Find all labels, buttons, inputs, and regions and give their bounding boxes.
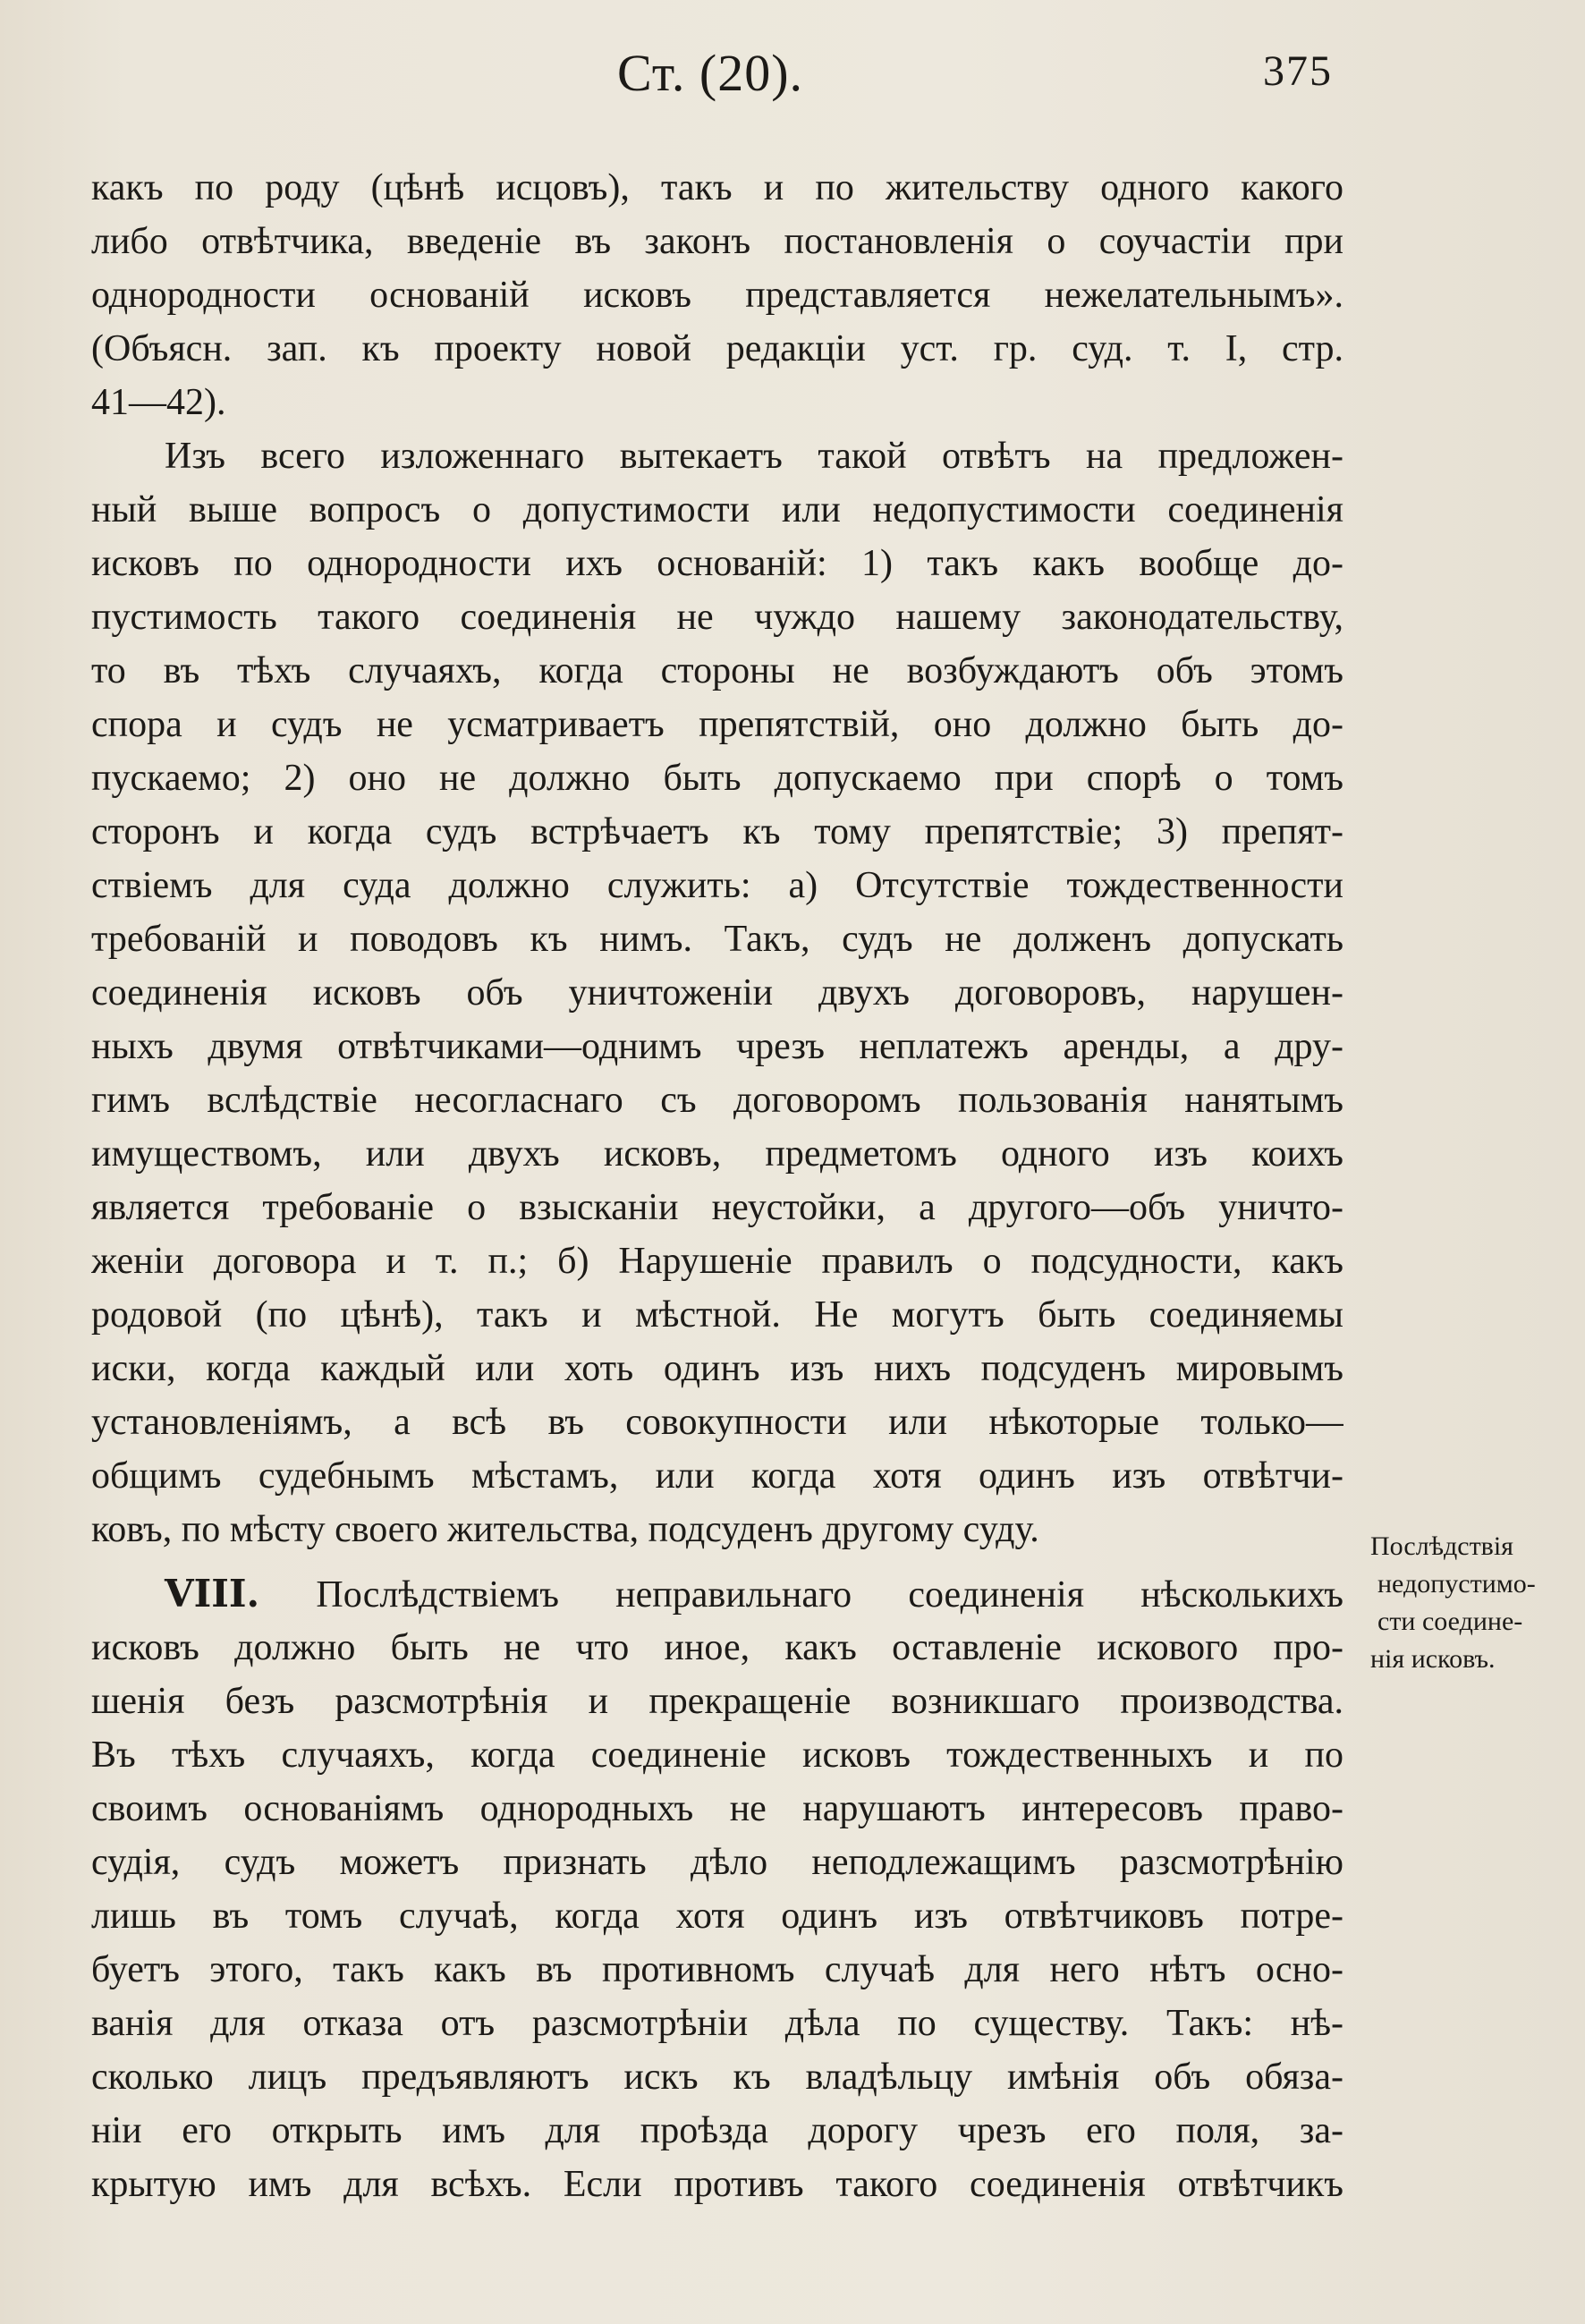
text-line: общимъ судебнымъ мѣстамъ, или когда хотя одинъ изъ отвѣтчи- <box>91 1455 1343 1497</box>
text-line: соединенія исковъ объ уничтоженіи двухъ договоровъ, нарушен- <box>91 972 1343 1014</box>
section-number: VIII. <box>165 1572 260 1616</box>
text-line: ныхъ двумя отвѣтчиками—однимъ чрезъ неплатежъ аренды, а дру- <box>91 1026 1343 1067</box>
text-line-with-section <box>91 1567 1343 1621</box>
text-line: сколько лицъ предъявляютъ искъ къ владѣльцу имѣнія объ обяза- <box>91 2057 1343 2098</box>
text-line: родовой (по цѣнѣ), такъ и мѣстной. Не могутъ быть соединяемы <box>91 1294 1343 1336</box>
text-line: ковъ, по мѣсту своего жительства, подсуденъ другому суду. <box>91 1509 1039 1550</box>
margin-note <box>1370 1528 1567 1678</box>
text-line: ный выше вопросъ о допустимости или недопустимости соединенія <box>91 489 1343 530</box>
text-line: гимъ вслѣдствіе несогласнаго съ договоромъ пользованія нанятымъ <box>91 1080 1343 1121</box>
text-line: (Объясн. зап. къ проекту новой редакціи уст. гр. суд. т. I, стр. <box>91 328 1343 369</box>
text-line: сторонъ и когда судъ встрѣчаетъ къ тому препятствіе; 3) препят- <box>91 811 1343 852</box>
text-line: требованій и поводовъ къ нимъ. Такъ, судъ не долженъ допускать <box>91 919 1343 960</box>
page-header <box>0 43 1585 115</box>
text-line: имуществомъ, или двухъ исковъ, предметомъ одного изъ коихъ <box>91 1133 1343 1175</box>
page-number: 375 <box>1263 47 1333 95</box>
margin-note-line: Послѣдствія <box>1370 1531 1513 1561</box>
text-line: установленіямъ, а всѣ въ совокупности или нѣкоторые только— <box>91 1402 1343 1443</box>
text-line: крытую имъ для всѣхъ. Если противъ такого соединенія отвѣтчикъ <box>91 2164 1343 2205</box>
text-line: иски, когда каждый или хоть одинъ изъ нихъ подсуденъ мировымъ <box>91 1348 1343 1389</box>
text-line: ніи его открыть имъ для проѣзда дорогу чрезъ его поля, за- <box>91 2110 1343 2151</box>
text-line: судія, судъ можетъ признать дѣло неподлежащимъ разсмотрѣнію <box>91 1842 1343 1883</box>
text-line: является требованіе о взысканіи неустойки, а другого—объ уничто- <box>91 1187 1343 1228</box>
text-line: пустимость такого соединенія не чуждо нашему законодательству, <box>91 597 1343 638</box>
text-line: ванія для отказа отъ разсмотрѣніи дѣла по существу. Такъ: нѣ- <box>91 2003 1343 2044</box>
section-lead-text: Послѣдствіемъ неправильнаго соединенія нѣсколькихъ <box>316 1574 1343 1616</box>
text-line: исковъ должно быть не что иное, какъ оставленіе искового про- <box>91 1627 1343 1668</box>
text-line: ствіемъ для суда должно служить: а) Отсутствіе тождественности <box>91 865 1343 906</box>
text-line: лишь въ томъ случаѣ, когда хотя одинъ изъ отвѣтчиковъ потре- <box>91 1896 1343 1937</box>
paragraph-2 <box>91 429 1343 1556</box>
margin-note-line: недопустимо- <box>1377 1569 1536 1599</box>
body-text <box>91 161 1343 2211</box>
text-line: Изъ всего изложеннаго вытекаетъ такой отвѣтъ на предложен- <box>165 436 1343 477</box>
paragraph-1 <box>91 161 1343 429</box>
text-line: своимъ основаніямъ однородныхъ не нарушаютъ интересовъ право- <box>91 1788 1343 1829</box>
text-line: пускаемо; 2) оно не должно быть допускаемо при спорѣ о томъ <box>91 758 1343 799</box>
margin-note-line: нія исковъ. <box>1370 1644 1496 1674</box>
text-line: шенія безъ разсмотрѣнія и прекращеніе возникшаго производства. <box>91 1681 1343 1722</box>
text-line: буетъ этого, такъ какъ въ противномъ случаѣ для него нѣтъ осно- <box>91 1949 1343 1990</box>
text-line: 41—42). <box>91 382 226 423</box>
text-line: однородности основаній исковъ представляется нежелательнымъ». <box>91 275 1343 316</box>
paragraph-3 <box>91 1567 1343 2211</box>
running-head: Ст. (20). <box>617 44 804 102</box>
text-line: какъ по роду (цѣнѣ исцовъ), такъ и по жительству одного какого <box>91 167 1343 208</box>
text-line: то въ тѣхъ случаяхъ, когда стороны не возбуждаютъ объ этомъ <box>91 650 1343 691</box>
margin-note-line: сти соедине- <box>1377 1607 1523 1636</box>
text-line: Въ тѣхъ случаяхъ, когда соединеніе исковъ тождественныхъ и по <box>91 1735 1343 1776</box>
text-line: исковъ по однородности ихъ основаній: 1) такъ какъ вообще до- <box>91 543 1343 584</box>
text-line: либо отвѣтчика, введеніе въ законъ постановленія о соучастіи при <box>91 221 1343 262</box>
text-line: спора и судъ не усматриваетъ препятствій, оно должно быть до- <box>91 704 1343 745</box>
text-line: женіи договора и т. п.; б) Нарушеніе правилъ о подсудности, какъ <box>91 1241 1343 1282</box>
